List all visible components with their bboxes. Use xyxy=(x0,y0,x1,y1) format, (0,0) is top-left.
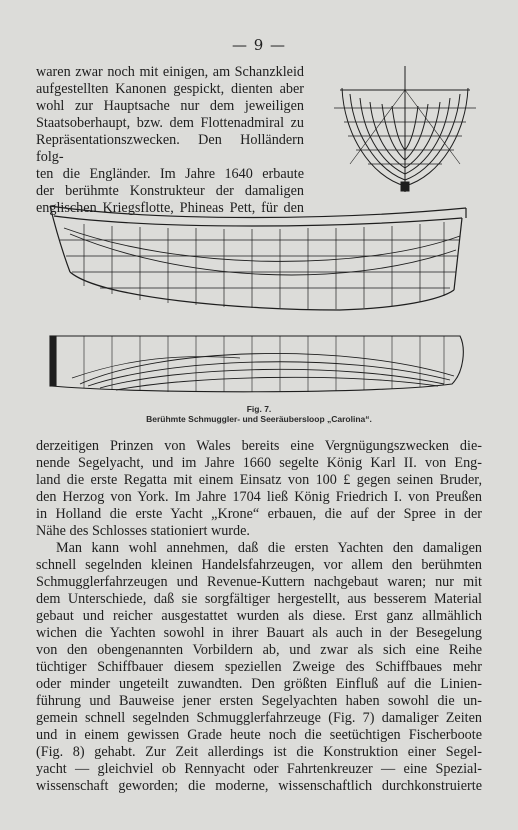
text-line: gebaut und reicher ausgestattet wurden als diese. Erst ganz allmählich xyxy=(36,608,482,624)
text-line: yacht — gleichviel ob Rennyacht oder Fahrtenkreuzer — eine Spezial- xyxy=(36,761,482,777)
text-line: wissenschaft geworden; die moderne, wissenschaftlich durchkonstruierte xyxy=(36,778,482,794)
text-line: ten die Engländer. Im Jahre 1640 erbaute xyxy=(36,166,304,182)
text-line: von den obengenannten Vorbildern ab, und zwar als sich eine Reihe xyxy=(36,642,482,658)
text-line: und in einem gewissen Grade heute noch die seetüchtigen Fischerboote xyxy=(36,727,482,743)
text-line: waren zwar noch mit einigen, am Schanzkleid xyxy=(36,64,304,80)
text-line: aufgestellten Kanonen gespickt, dienten aber xyxy=(36,81,304,97)
sheer-plan-drawing xyxy=(40,200,480,318)
text-line: schnell segelnden kleinen Handelsfahrzeugen, vor allem den berühmten xyxy=(36,557,482,573)
text-line: den Herzog von York. Im Jahre 1704 ließ König Friedrich I. von Preußen xyxy=(36,489,482,505)
text-line: Repräsentationszwecken. Den Holländern folg- xyxy=(36,132,304,165)
text-line: führung und Bauweise jener ersten Segelyachten haben sowohl die un- xyxy=(36,693,482,709)
text-line: dem Unterschiede, daß sie sorgfältiger hergestellt, aus besserem Material xyxy=(36,591,482,607)
text-line: Man kann wohl annehmen, daß die ersten Yachten den damaligen xyxy=(56,540,482,556)
text-line: in Holland die erste Yacht „Krone“ erbauen, die auf der Spree in der xyxy=(36,506,482,522)
text-line: (Fig. 8) gehabt. Zur Zeit allerdings ist die Konstruktion einer Segel- xyxy=(36,744,482,760)
paragraph-3 xyxy=(36,540,482,795)
paragraph-2 xyxy=(36,438,482,540)
half-breadth-drawing xyxy=(40,328,480,398)
paragraph-1 xyxy=(36,64,304,217)
text-line: wichen die Yachten sowohl in ihrer Bauart als auch in der Besegelung xyxy=(36,625,482,641)
text-line: land die erste Regatta mit einem Einsatz von 100 £ gegen seinen Bruder, xyxy=(36,472,482,488)
text-line: Nähe des Schlosses stationiert wurde. xyxy=(36,523,250,539)
figure-number: Fig. 7. xyxy=(246,404,272,414)
text-line: derzeitigen Prinzen von Wales bereits eine Vergnügungszwecken die- xyxy=(36,438,482,454)
text-line: nende Segelyacht, und im Jahre 1660 segelte König Karl II. von Eng- xyxy=(36,455,482,471)
text-line: der berühmte Konstrukteur der damaligen xyxy=(36,183,304,199)
text-line: Staatsoberhaupt, bzw. dem Flottenadmiral zu xyxy=(36,115,304,131)
body-plan-drawing xyxy=(330,64,480,192)
figure-caption: Berühmte Schmuggler- und Seeräubersloop „Carolina“. xyxy=(146,414,372,424)
text-line: gemein schnell segelnden Schmugglerfahrzeuge (Fig. 7) damaliger Zeiten xyxy=(36,710,482,726)
text-line: englischen Kriegsflotte, Phineas Pett, für den xyxy=(36,200,304,216)
text-line: oder minder ungeteilt zuwandten. Den größten Einfluß auf die Linien- xyxy=(36,676,482,692)
text-line: Schmugglerfahrzeugen und Revenue-Kuttern nachgebaut waren; nur mit xyxy=(36,574,482,590)
text-line: tüchtiger Schiffbauer diesem speziellen Zweige des Schiffbaues mehr xyxy=(36,659,482,675)
page-number: — 9 — xyxy=(231,36,287,54)
text-line: wohl zur Hauptsache nur dem jeweiligen xyxy=(36,98,304,114)
